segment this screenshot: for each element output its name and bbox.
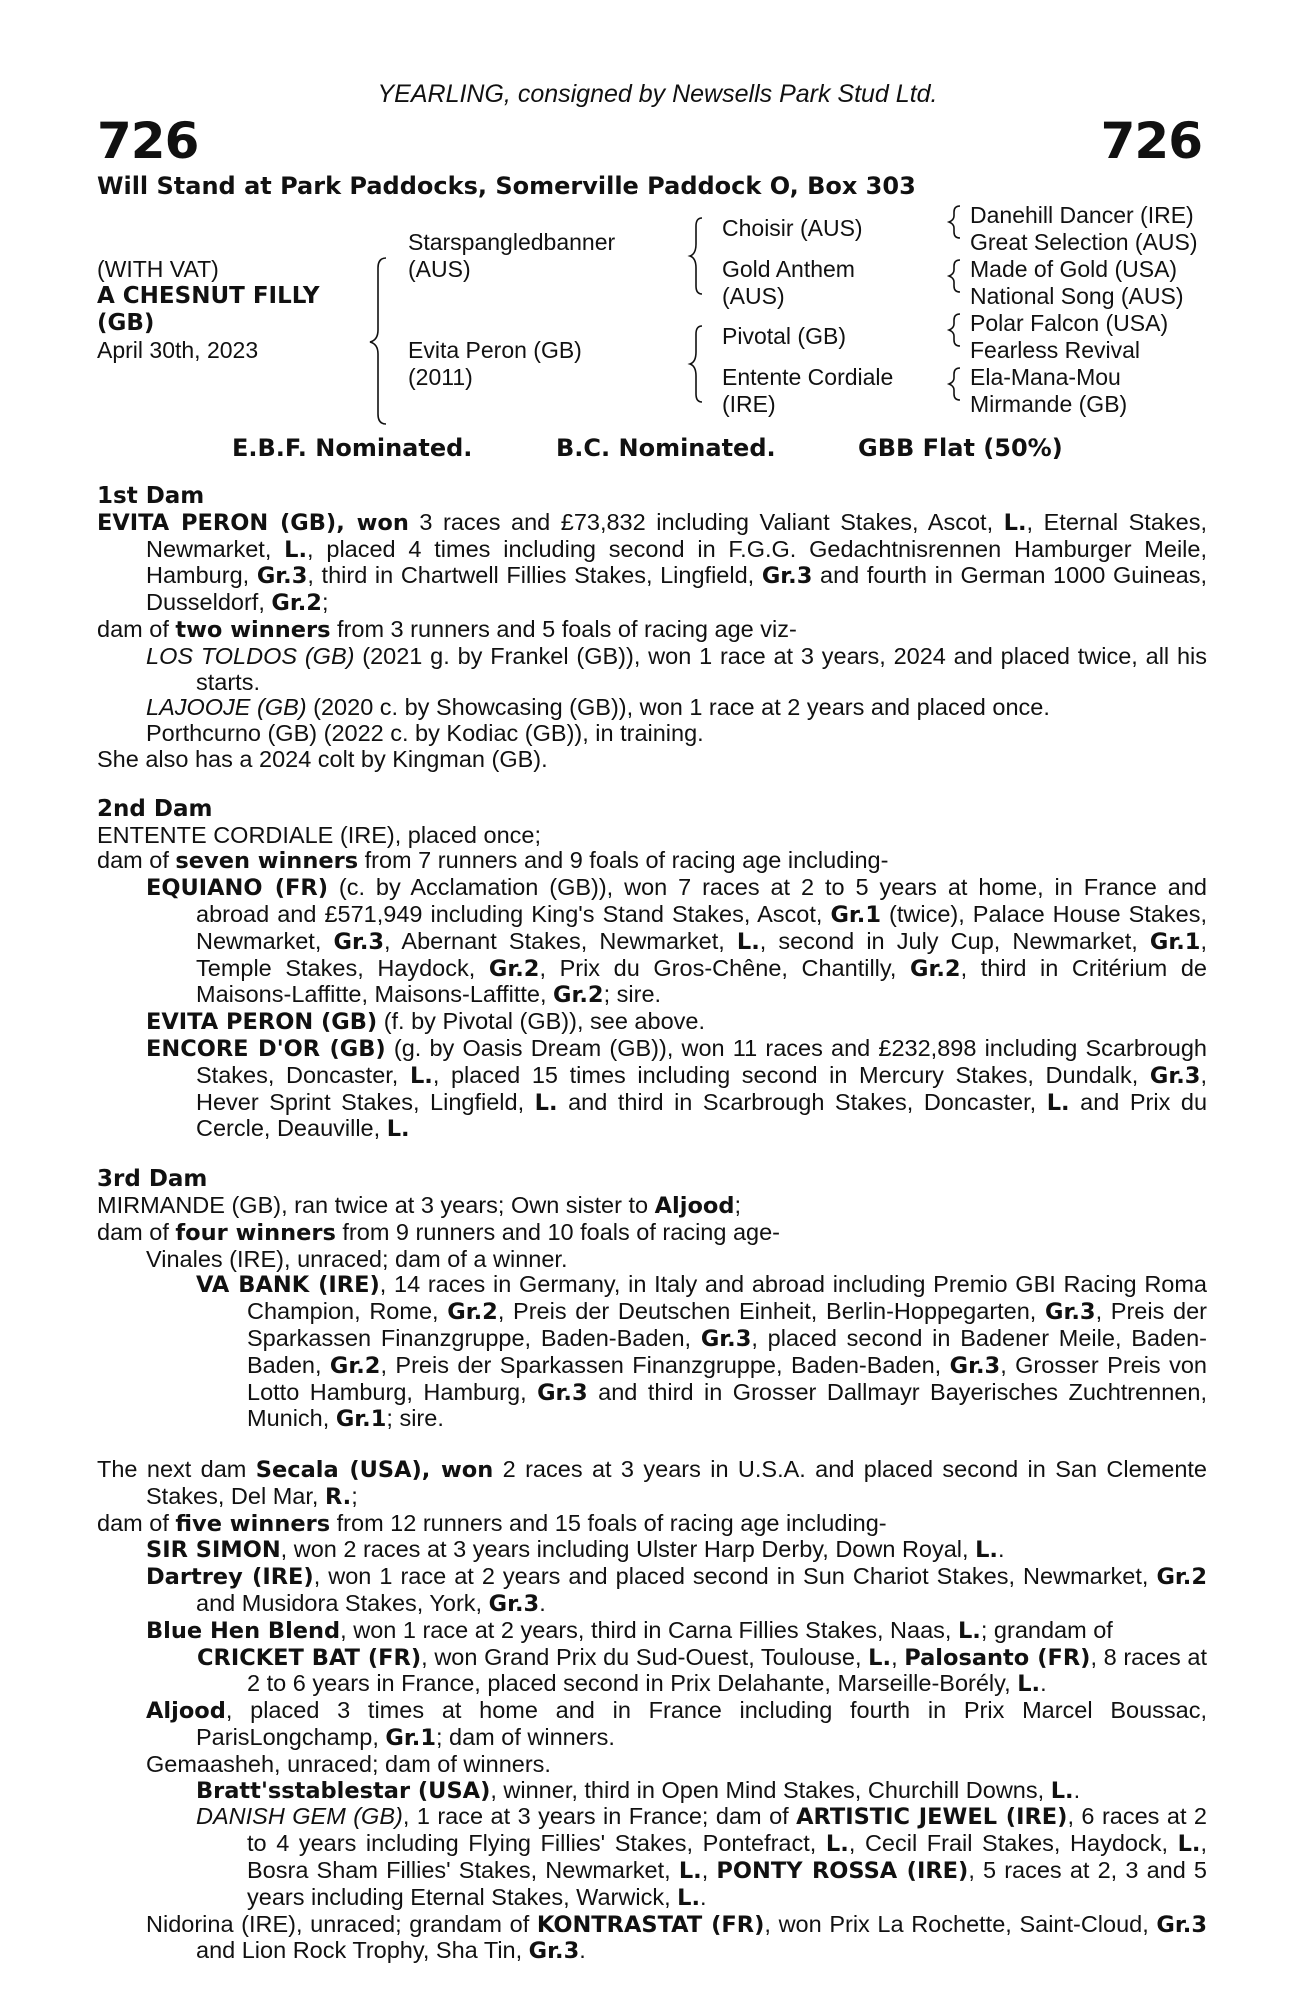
- bold-text: L.: [1017, 1671, 1041, 1698]
- bold-text: Blue Hen Blend: [146, 1617, 341, 1644]
- text-run: , second in July Cup, Newmarket,: [759, 927, 1150, 954]
- bold-text: Gr.2: [553, 982, 604, 1009]
- bold-text: Gr.1: [1149, 928, 1201, 955]
- bold-text: CRICKET BAT (FR): [197, 1644, 422, 1671]
- first-dam-record: [97, 510, 1207, 617]
- dam-name: Evita Peron (GB): [408, 337, 582, 363]
- third-dam-heading: 3rd Dam: [97, 1166, 208, 1193]
- bold-text: L.: [1177, 1831, 1201, 1858]
- bold-text: Dartrey (IRE): [146, 1564, 314, 1591]
- text-run: ; grandam of: [980, 1616, 1113, 1643]
- text-run: (2021 g. by Frankel (GB)), won 1 race at 3 years, 2024 and placed twice, all his starts.: [196, 642, 1207, 695]
- dam-dam: [722, 364, 893, 418]
- third-dam-produce-summary: [97, 1220, 1207, 1247]
- bold-text: L.: [1046, 1089, 1070, 1116]
- bold-text: Aljood: [654, 1192, 735, 1219]
- produce-cricket-bat: [97, 1645, 1207, 1699]
- bold-text: L.: [409, 1062, 433, 1089]
- text-run: ; sire.: [603, 981, 662, 1008]
- produce-va-bank: [97, 1272, 1207, 1433]
- text-run: , 14 races in Germany, in Italy and abroad including Premio GBI Racing Roma Champion, Rome,: [247, 1271, 1208, 1325]
- produce-2024-colt: She also has a 2024 colt by Kingman (GB).: [97, 745, 548, 772]
- bold-text: Gr.1: [335, 1406, 387, 1433]
- second-dam-record: ENTENTE CORDIALE (IRE), placed once;: [97, 821, 542, 848]
- text-run: , Bosra Sham Fillies' Stakes, Newmarket,: [247, 1830, 1207, 1884]
- text-run: , placed second in Badener Meile, Baden-Baden,: [247, 1324, 1207, 1378]
- bold-text: L.: [677, 1884, 701, 1911]
- text-run: , Eternal Stakes, Newmarket,: [146, 508, 1207, 562]
- text-run: (2020 c. by Showcasing (GB)), won 1 race at 2 years and placed once.: [306, 694, 1050, 721]
- bold-text: Gr.2: [910, 955, 961, 982]
- text-run: .: [1073, 1776, 1081, 1803]
- text-run: from 3 runners and 5 foals of racing age viz-: [330, 615, 797, 642]
- text-run: .: [579, 1937, 586, 1964]
- produce-vinales: Vinales (IRE), unraced; dam of a winner.: [146, 1245, 568, 1272]
- text-run: (f. by Pivotal (GB)), see above.: [377, 1008, 705, 1035]
- dam-sire: Pivotal (GB): [722, 323, 846, 349]
- dam-year: (2011): [408, 364, 473, 390]
- text-run: , won 2 races at 3 years including Ulster Harp Derby, Down Royal,: [280, 1536, 976, 1563]
- text-run: , won 1 race at 2 years and placed second in Sun Chariot Stakes, Newmarket,: [313, 1563, 1157, 1590]
- text-run: , won Prix La Rochette, Saint-Cloud,: [764, 1910, 1157, 1937]
- next-dam-record: [97, 1457, 1207, 1511]
- bold-text: five winners: [175, 1510, 331, 1537]
- bold-text: KONTRASTAT (FR): [536, 1911, 765, 1938]
- text-run: , Hever Sprint Stakes, Lingfield,: [196, 1061, 1207, 1115]
- text-run: .: [997, 1536, 1005, 1563]
- brace-g3: [949, 314, 960, 346]
- text-run: .: [700, 1883, 707, 1910]
- bold-text: Gr.2: [447, 1299, 498, 1326]
- catalogue-body: [97, 484, 1207, 1965]
- text-run: and Prix du Cercle, Deauville,: [196, 1088, 1208, 1142]
- dam: [408, 337, 582, 391]
- stand-location: Will Stand at Park Paddocks, Somerville Paddock O, Box 303: [97, 172, 916, 200]
- brace-sire: [690, 218, 702, 294]
- brace-g4: [949, 368, 960, 400]
- text-run: , 1 race at 3 years in France; dam of: [402, 1803, 797, 1830]
- text-run: from 12 runners and 15 foals of racing age including-: [330, 1509, 887, 1536]
- text-run: MIRMANDE (GB), ran twice at 3 years; Own sister to: [97, 1191, 655, 1218]
- bold-text: Gr.3: [528, 1938, 580, 1965]
- text-run: (c. by Acclamation (GB)), won 7 races at 2 to 5 years at home, in France and abroad and £571,949 including King's Stand Stakes, Ascot,: [196, 874, 1207, 927]
- text-run: , Grosser Preis von Lotto Hamburg, Hamburg,: [247, 1351, 1207, 1405]
- text-run: , third in Critérium de Maisons-Laffitte, Maisons-Laffitte,: [196, 954, 1207, 1008]
- text-run: dam of: [97, 615, 176, 642]
- text-run: ;: [734, 1191, 742, 1218]
- text-run: , Preis der Deutschen Einheit, Berlin-Hoppegarten,: [497, 1298, 1046, 1325]
- second-dam-heading: 2nd Dam: [97, 795, 213, 822]
- sire-sire: Choisir (AUS): [722, 215, 863, 241]
- sire-dam-name: Gold Anthem: [722, 256, 855, 282]
- text-run: dam of: [97, 1509, 176, 1536]
- text-run: dam of: [97, 1218, 176, 1245]
- ggp-4: National Song (AUS): [970, 283, 1184, 309]
- produce-evita-peron: [97, 1009, 1207, 1036]
- produce-aljood: [97, 1698, 1207, 1752]
- bold-text: Gr.3: [700, 1325, 752, 1352]
- bold-text: L.: [825, 1831, 849, 1858]
- ggp-5: Polar Falcon (USA): [970, 310, 1169, 336]
- bold-text: Gr.3: [1149, 1062, 1201, 1089]
- text-run: and third in Grosser Dallmayr Bayerisches Zuchtrennen, Munich,: [247, 1378, 1207, 1432]
- date-of-birth: April 30th, 2023: [97, 337, 259, 363]
- brace-g1: [949, 206, 960, 238]
- horse-name-line1: A CHESNUT FILLY: [97, 283, 320, 309]
- bold-text: Gr.3: [333, 928, 385, 955]
- bold-text: Gr.3: [761, 563, 813, 590]
- bold-text: Gr.2: [329, 1352, 381, 1379]
- sire: [408, 229, 615, 283]
- bold-text: Gr.2: [1156, 1564, 1207, 1591]
- bold-text: Gr.3: [1156, 1911, 1207, 1938]
- bold-text: SIR SIMON: [146, 1537, 281, 1564]
- sire-name: Starspangledbanner: [408, 229, 616, 255]
- produce-nidorina: [97, 1912, 1207, 1966]
- text-run: (twice), Palace House Stakes, Newmarket,: [196, 900, 1208, 954]
- ggp-8: Mirmande (GB): [970, 391, 1128, 417]
- gbb-flat: GBB Flat (50%): [858, 434, 1063, 462]
- text-run: The next dam: [97, 1456, 256, 1483]
- next-dam-produce-summary: [97, 1511, 1207, 1538]
- text-run: , Temple Stakes, Haydock,: [196, 927, 1207, 981]
- great-grandparents: [970, 202, 1198, 418]
- bold-text: ENCORE D'OR (GB): [146, 1035, 386, 1062]
- produce-blue-hen-blend: [97, 1618, 1207, 1645]
- bold-text: Palosanto (FR): [904, 1644, 1091, 1671]
- bold-text: L.: [868, 1644, 892, 1671]
- text-run: 2 races at 3 years in U.S.A. and placed second in San Clemente Stakes, Del Mar,: [146, 1456, 1207, 1509]
- bold-text: R.: [324, 1483, 352, 1510]
- second-dam-produce-summary: [97, 848, 1207, 875]
- bold-text: L.: [1003, 509, 1027, 536]
- produce-encore-dor: [97, 1036, 1207, 1143]
- third-dam-record: [97, 1193, 1207, 1220]
- text-run: from 7 runners and 9 foals of racing age including-: [358, 847, 889, 874]
- ggp-7: Ela-Mana-Mou: [970, 364, 1121, 390]
- sire-dam: [722, 256, 855, 310]
- bold-text: L.: [534, 1089, 558, 1116]
- text-run: , Preis der Sparkassen Finanzgruppe, Baden-Baden,: [380, 1351, 950, 1378]
- bold-text: four winners: [175, 1219, 336, 1246]
- text-run: ;: [351, 1482, 358, 1509]
- produce-los-toldos: [97, 644, 1207, 696]
- italic-text: LAJOOJE (GB): [146, 694, 307, 721]
- catalogue-subtitle: YEARLING, consigned by Newsells Park Stud Ltd.: [377, 80, 938, 108]
- first-dam-produce-summary: [97, 617, 1207, 644]
- text-run: , winner, third in Open Mind Stakes, Churchill Downs,: [490, 1776, 1051, 1803]
- dam-dam-country: (IRE): [722, 391, 776, 417]
- italic-text: LOS TOLDOS (GB): [146, 642, 355, 669]
- text-run: ;: [321, 589, 329, 616]
- vat-label: (WITH VAT): [97, 256, 219, 282]
- brace-main: [370, 258, 386, 424]
- bold-text: two winners: [175, 616, 331, 643]
- text-run: , won Grand Prix du Sud-Ouest, Toulouse,: [421, 1643, 869, 1670]
- text-run: dam of: [97, 847, 176, 874]
- bold-text: EQUIANO (FR): [146, 875, 328, 902]
- bc-nomination: B.C. Nominated.: [556, 434, 776, 462]
- bold-text: L.: [1050, 1777, 1074, 1804]
- sire-country: (AUS): [408, 256, 471, 282]
- ggp-1: Danehill Dancer (IRE): [970, 202, 1194, 228]
- produce-dartrey: [97, 1564, 1207, 1618]
- brace-dam: [690, 326, 702, 402]
- ggp-3: Made of Gold (USA): [970, 256, 1178, 282]
- bold-text: L.: [975, 1537, 998, 1564]
- produce-brattsstablestar: [97, 1778, 1207, 1805]
- text-run: .: [539, 1590, 546, 1617]
- produce-sir-simon: [97, 1537, 1207, 1564]
- text-run: , 5 races at 2, 3 and 5 years including Eternal Stakes, Warwick,: [247, 1857, 1207, 1910]
- lot-number-left: 726: [97, 112, 199, 170]
- bold-text: Gr.3: [537, 1379, 588, 1406]
- ggp-6: Fearless Revival: [970, 337, 1140, 363]
- bold-text: L.: [957, 1617, 981, 1644]
- bold-text: EVITA PERON (GB), won: [97, 509, 409, 536]
- text-run: ,: [701, 1857, 717, 1884]
- text-run: , placed 4 times including second in F.G.G. Gedachtnisrennen Hamburger Meile, Hamburg,: [146, 535, 1207, 589]
- bold-text: EVITA PERON (GB): [146, 1009, 378, 1036]
- text-run: , placed 15 times including second in Mercury Stakes, Dundalk,: [432, 1061, 1150, 1088]
- bold-text: PONTY ROSSA (IRE): [716, 1858, 969, 1885]
- text-run: Nidorina (IRE), unraced; grandam of: [146, 1910, 537, 1937]
- sire-dam-country: (AUS): [722, 283, 785, 309]
- text-run: , 8 races at 2 to 6 years in France, placed second in Prix Delahante, Marseille-Borély,: [247, 1643, 1208, 1697]
- bold-text: L.: [386, 1116, 410, 1143]
- italic-text: DANISH GEM (GB): [196, 1803, 403, 1830]
- first-dam-heading: 1st Dam: [97, 483, 205, 509]
- lot-number-right: 726: [1100, 112, 1202, 170]
- bold-text: Gr.3: [949, 1352, 1001, 1379]
- text-run: , Preis der Sparkassen Finanzgruppe, Baden-Baden,: [247, 1298, 1208, 1351]
- bold-text: Gr.1: [385, 1725, 436, 1752]
- bold-text: Gr.2: [488, 955, 540, 982]
- bold-text: Aljood: [146, 1698, 226, 1725]
- produce-danish-gem: [97, 1804, 1207, 1911]
- text-run: from 9 runners and 10 foals of racing age-: [335, 1218, 780, 1245]
- bold-text: Gr.1: [830, 901, 882, 928]
- text-run: , placed 3 times at home and in France including fourth in Prix Marcel Boussac, ParisLongchamp,: [196, 1697, 1207, 1751]
- bold-text: Bratt'sstablestar (USA): [196, 1777, 491, 1804]
- text-run: and fourth in German 1000 Guineas, Dusseldorf,: [146, 562, 1207, 616]
- text-run: , Prix du Gros-Chêne, Chantilly,: [539, 954, 911, 981]
- ggp-2: Great Selection (AUS): [970, 229, 1198, 255]
- text-run: , won 1 race at 2 years, third in Carna Fillies Stakes, Naas,: [340, 1616, 958, 1643]
- text-run: , third in Chartwell Fillies Stakes, Lingfield,: [307, 562, 762, 589]
- text-run: , Cecil Frail Stakes, Haydock,: [848, 1830, 1178, 1857]
- bold-text: ARTISTIC JEWEL (IRE): [796, 1804, 1068, 1831]
- text-run: and Musidora Stakes, York,: [196, 1590, 489, 1617]
- text-run: 3 races and £73,832 including Valiant Stakes, Ascot,: [408, 508, 1004, 535]
- produce-equiano: [97, 875, 1207, 1009]
- text-run: , Abernant Stakes, Newmarket,: [384, 927, 737, 954]
- bold-text: Gr.3: [256, 563, 308, 590]
- text-run: and Lion Rock Trophy, Sha Tin,: [196, 1937, 529, 1964]
- bold-text: Secala (USA), won: [255, 1457, 494, 1484]
- text-run: , 6 races at 2 to 4 years including Flying Fillies' Stakes, Pontefract,: [247, 1803, 1207, 1857]
- bold-text: seven winners: [175, 848, 359, 875]
- bold-text: Gr.3: [488, 1591, 540, 1618]
- brace-g2: [949, 260, 960, 292]
- text-run: .: [1040, 1670, 1047, 1697]
- produce-gemaasheh: Gemaasheh, unraced; dam of winners.: [146, 1750, 551, 1777]
- text-run: ; dam of winners.: [435, 1724, 615, 1751]
- text-run: and third in Scarbrough Stakes, Doncaster,: [557, 1088, 1047, 1115]
- produce-lajooje: [97, 695, 1207, 721]
- text-run: ; sire.: [386, 1405, 444, 1432]
- produce-porthcurno: Porthcurno (GB) (2022 c. by Kodiac (GB)), in training.: [146, 720, 704, 747]
- bold-text: L.: [678, 1858, 702, 1885]
- text-run: ,: [891, 1643, 905, 1670]
- dam-dam-name: Entente Cordiale: [722, 364, 894, 390]
- horse-name-line2: (GB): [97, 310, 155, 336]
- bold-text: Gr.2: [271, 590, 322, 617]
- ebf-nomination: E.B.F. Nominated.: [232, 434, 473, 462]
- bold-text: L.: [284, 536, 308, 563]
- bold-text: VA BANK (IRE): [196, 1272, 380, 1299]
- bold-text: Gr.3: [1045, 1299, 1096, 1326]
- bold-text: L.: [736, 928, 760, 955]
- text-run: (g. by Oasis Dream (GB)), won 11 races and £232,898 including Scarbrough Stakes, Doncaster,: [196, 1034, 1207, 1088]
